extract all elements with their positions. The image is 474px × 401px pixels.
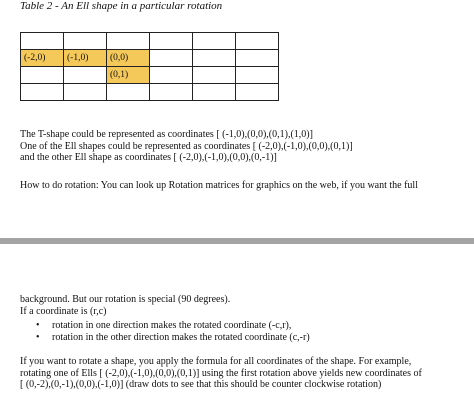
grid-cell <box>150 84 193 101</box>
grid-cell <box>64 84 107 101</box>
bullet-icon: • <box>36 332 40 343</box>
grid-row <box>21 84 279 101</box>
grid-cell <box>107 33 150 50</box>
grid-row <box>21 50 279 67</box>
coordinate-grid <box>20 32 279 101</box>
grid-cell <box>193 67 236 84</box>
rotation-example-paragraph <box>20 356 422 391</box>
grid-cell <box>236 67 279 84</box>
grid-row <box>21 67 279 84</box>
text-line: If a coordinate is (r,c) <box>20 305 107 317</box>
grid-cell <box>236 33 279 50</box>
list-item-text: rotation in the other direction makes the rotated coordinate (c,-r) <box>52 332 310 343</box>
grid-cell-highlighted: (0,0) <box>107 50 150 67</box>
grid-cell <box>150 67 193 84</box>
text-line: How to do rotation: You can look up Rotation matrices for graphics on the web, if you want the full <box>20 180 418 191</box>
grid-cell <box>21 67 64 84</box>
grid-cell-highlighted: (-1,0) <box>64 50 107 67</box>
text-line: background. But our rotation is special (90 degrees). <box>20 294 231 305</box>
grid-cell <box>150 50 193 67</box>
grid-cell <box>21 33 64 50</box>
grid-cell <box>150 33 193 50</box>
grid-cell <box>64 67 107 84</box>
text-line: [ (0,-2),(0,-1),(0,0),(-1,0)] (draw dots to see that this should be counter clockwise rotation) <box>20 379 382 390</box>
list-item <box>20 320 310 332</box>
list-item <box>20 332 310 344</box>
rotation-rules-list <box>20 320 310 344</box>
grid-cell-highlighted: (-2,0) <box>21 50 64 67</box>
shape-coordinates-paragraph <box>20 129 353 164</box>
grid-cell <box>64 33 107 50</box>
text-line: One of the Ell shapes could be represented as coordinates [ (-2,0),(-1,0),(0,0),(0,1)] <box>20 140 353 152</box>
grid-cell <box>107 84 150 101</box>
list-item-text: rotation in one direction makes the rotated coordinate (-c,r), <box>52 320 292 331</box>
grid-cell <box>21 84 64 101</box>
grid-row <box>21 33 279 50</box>
text-line: rotating one of Ells [ (-2,0),(-1,0),(0,0),(0,1)] using the first rotation above yields new coordinates of <box>20 367 422 379</box>
text-line: The T-shape could be represented as coordinates [ (-1,0),(0,0),(0,1),(1,0)] <box>20 129 313 140</box>
rotation-intro-paragraph <box>20 180 418 192</box>
bullet-icon: • <box>36 320 40 331</box>
grid-cell <box>236 84 279 101</box>
text-line: and the other Ell shape as coordinates [ (-2,0),(-1,0),(0,0),(0,-1)] <box>20 152 277 163</box>
grid-cell <box>236 50 279 67</box>
page-break-divider <box>0 238 474 244</box>
grid-cell <box>193 84 236 101</box>
rotation-background-paragraph <box>20 294 230 317</box>
text-line: If you want to rotate a shape, you apply the formula for all coordinates of the shape. For example, <box>20 356 412 367</box>
grid-cell <box>193 33 236 50</box>
grid-cell <box>193 50 236 67</box>
table-caption: Table 2 - An Ell shape in a particular rotation <box>20 0 223 12</box>
grid-cell-highlighted: (0,1) <box>107 67 150 84</box>
